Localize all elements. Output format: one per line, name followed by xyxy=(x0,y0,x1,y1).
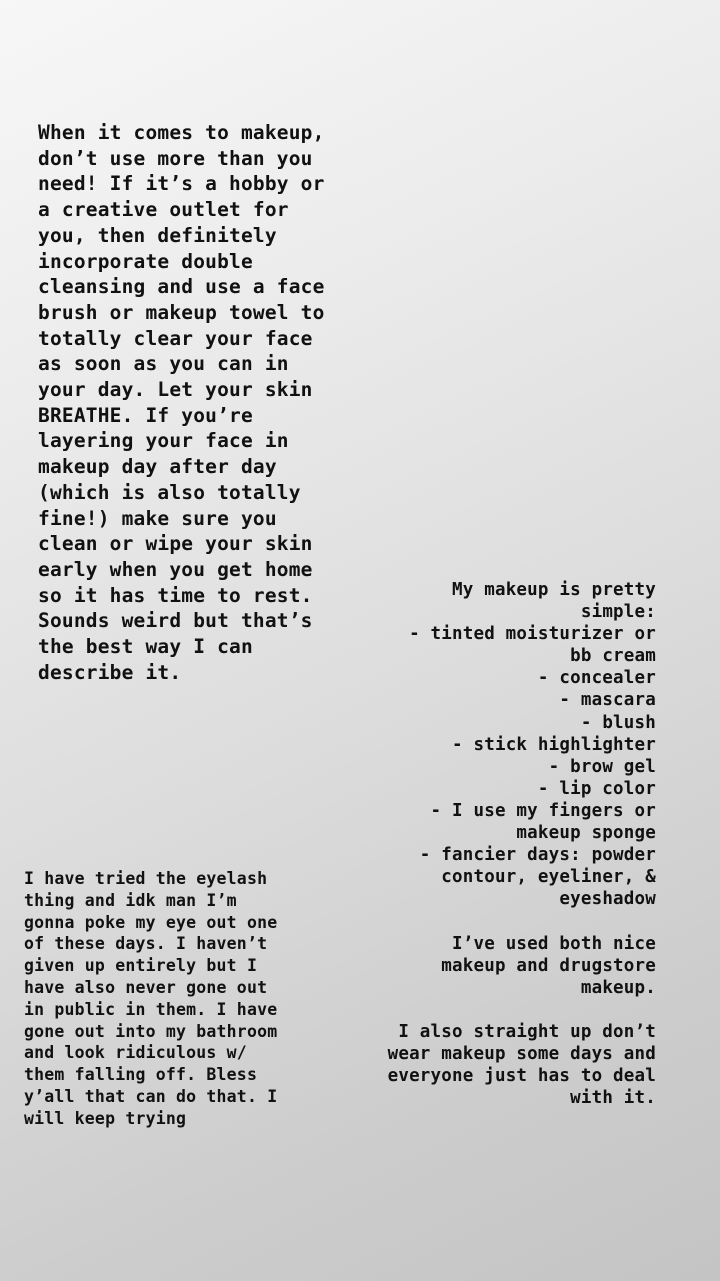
story-text-eyelash-experience: I have tried the eyelash thing and idk man I’m gonna poke my eye out one of these days. I haven’t given up entirely but I have also never gone out in public in them. I have gone out into my bathroom and look ridiculous w/ them falling off. Bless y’all that can do that. I will keep trying xyxy=(24,869,278,1128)
story-text-makeup-routine: My makeup is pretty simple: - tinted moisturizer or bb cream - concealer - mascara - blush - stick highlighter - brow gel - lip color - I use my fingers or makeup sponge - fancier days: powder contour, eyeliner, & eyeshadow I’ve used both nice makeup and drugstore makeup. I also straight up don’t wear makeup some days and everyone just has to deal with it. xyxy=(387,580,656,1109)
story-text-skincare-advice: When it comes to makeup, don’t use more than you need! If it’s a hobby or a creative outlet for you, then definitely incorporate double cleansing and use a face brush or makeup towel to totally clear your face as soon as you can in your day. Let your skin BREATHE. If you’re layering your face in makeup day after day (which is also totally fine!) make sure you clean or wipe your skin early when you get home so it has time to rest. Sounds weird but that’s the best way I can describe it. xyxy=(38,121,325,684)
